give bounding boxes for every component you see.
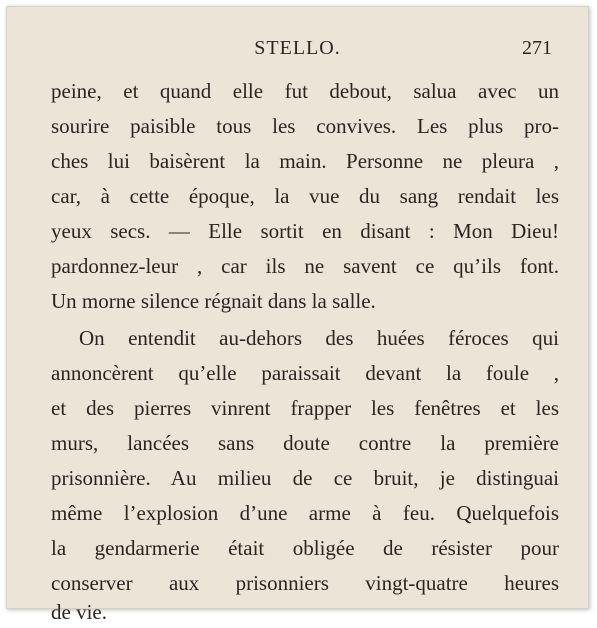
book-page [6, 6, 589, 624]
text-line: sourire paisible tous les convives. Les plus pro- [51, 114, 559, 138]
text-line: peine, et quand elle fut debout, salua avec un [51, 79, 559, 103]
text-line: On entendit au-dehors des huées féroces qui [79, 326, 559, 350]
text-line: prisonnière. Au milieu de ce bruit, je distinguai [51, 466, 559, 490]
text-line: de vie. [51, 600, 107, 624]
text-line: la gendarmerie était obligée de résister pour [51, 536, 559, 560]
text-line: yeux secs. — Elle sortit en disant : Mon Dieu! [51, 219, 559, 243]
text-line: même l’explosion d’une arme à feu. Quelquefois [51, 501, 559, 525]
text-line: murs, lancées sans doute contre la première [51, 431, 559, 455]
text-line: annoncèrent qu’elle paraissait devant la foule , [51, 361, 559, 385]
page-number: 271 [522, 37, 552, 59]
text-line: et des pierres vinrent frapper les fenêtres et les [51, 396, 559, 420]
text-line: car, à cette époque, la vue du sang rendait les [51, 184, 559, 208]
text-line: ches lui baisèrent la main. Personne ne pleura , [51, 149, 559, 173]
text-line: pardonnez-leur , car ils ne savent ce qu’ils font. [51, 254, 559, 278]
text-line: conserver aux prisonniers vingt-quatre heures [51, 571, 559, 595]
text-line: Un morne silence régnait dans la salle. [51, 289, 376, 313]
running-title: STELLO. [254, 37, 341, 59]
